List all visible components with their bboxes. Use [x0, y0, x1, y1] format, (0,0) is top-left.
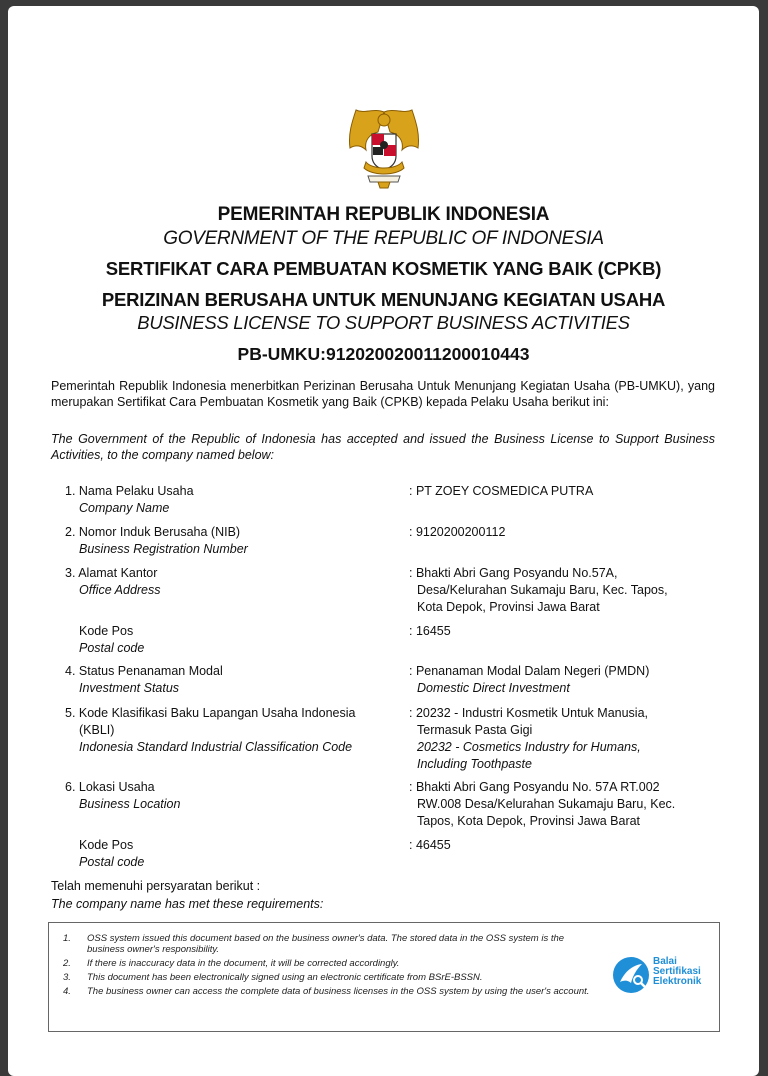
location-postal-code-label: Kode Pos Postal code [79, 838, 145, 869]
license-title-en: BUSINESS LICENSE TO SUPPORT BUSINESS ACTIVITIES [137, 312, 630, 333]
notes-box [48, 922, 720, 1032]
requirements-heading-id: Telah memenuhi persyaratan berikut : [51, 879, 261, 893]
bsre-logo [611, 953, 721, 1001]
notes-list [63, 933, 603, 1000]
garuda-emblem-icon [344, 104, 424, 190]
certificate-page [8, 6, 759, 1076]
nib-label: 2. Nomor Induk Berusaha (NIB) Business Registration Number [65, 525, 248, 556]
nib-value: : 9120200200112 [409, 525, 506, 539]
company-value: : PT ZOEY COSMEDICA PUTRA [409, 484, 594, 498]
intro-paragraph-en: The Government of the Republic of Indonesia has accepted and issued the Business License to Support Business Activities, to the company named below: [51, 432, 715, 462]
title-government-en: GOVERNMENT OF THE REPUBLIC OF INDONESIA [163, 228, 604, 249]
kbli-label: 5. Kode Klasifikasi Baku Lapangan Usaha Indonesia (KBLI) Indonesia Standard Industrial Classification Code [65, 706, 356, 754]
bsre-logo-icon [611, 955, 651, 995]
title-government-id: PEMERINTAH REPUBLIK INDONESIA [217, 204, 550, 225]
note-item: 3. This document has been electronically signed using an electronic certificate from BSrE-BSSN. [63, 972, 483, 983]
intro-paragraph-id: Pemerintah Republik Indonesia menerbitkan Perizinan Berusaha Untuk Menunjang Kegiatan Usaha (PB-UMKU), yang merupakan Sertifikat Cara Pembuatan Kosmetik yang Baik (CPKB) kepada Pelaku Usaha berikut ini: [51, 379, 715, 409]
business-location-value: : Bhakti Abri Gang Posyandu No. 57A RT.002 RW.008 Desa/Kelurahan Sukamaju Baru, Kec. Tapos, Kota Depok, Provinsi Jawa Barat [409, 780, 676, 828]
note-item: 1. OSS system issued this document based on the business owner's data. The stored data in the OSS system is the business owner's responsibility. [63, 933, 565, 955]
note-item: 2. If there is inaccuracy data in the document, it will be corrected accordingly. [63, 958, 400, 969]
office-address-label: 3. Alamat Kantor Office Address [65, 566, 161, 597]
location-postal-code-value: : 46455 [409, 838, 451, 852]
license-title-id: PERIZINAN BERUSAHA UNTUK MENUNJANG KEGIATAN USAHA [101, 289, 666, 310]
company-label: 1. Nama Pelaku Usaha Company Name [65, 484, 194, 515]
certificate-type-title: SERTIFIKAT CARA PEMBUATAN KOSMETIK YANG BAIK (CPKB) [105, 258, 662, 279]
note-item: 4. The business owner can access the complete data of business licenses in the OSS system by using the user's account. [63, 986, 590, 997]
requirements-heading-en: The company name has met these requirements: [51, 897, 324, 911]
investment-status-label: 4. Status Penanaman Modal Investment Status [65, 664, 223, 695]
postal-code-label: Kode Pos Postal code [79, 624, 145, 655]
postal-code-value: : 16455 [409, 624, 451, 638]
bsre-logo-text: Balai Sertifikasi Elektronik [653, 956, 702, 987]
license-number: PB-UMKU:912020020011200010443 [237, 344, 530, 364]
investment-status-value: : Penanaman Modal Dalam Negeri (PMDN) Domestic Direct Investment [409, 664, 650, 695]
office-address-value: : Bhakti Abri Gang Posyandu No.57A, Desa/Kelurahan Sukamaju Baru, Kec. Tapos, Kota Depok, Provinsi Jawa Barat [409, 566, 668, 614]
kbli-value: : 20232 - Industri Kosmetik Untuk Manusia, Termasuk Pasta Gigi 20232 - Cosmetics Industry for Humans, Including Toothpaste [409, 706, 649, 771]
business-location-label: 6. Lokasi Usaha Business Location [65, 780, 181, 811]
